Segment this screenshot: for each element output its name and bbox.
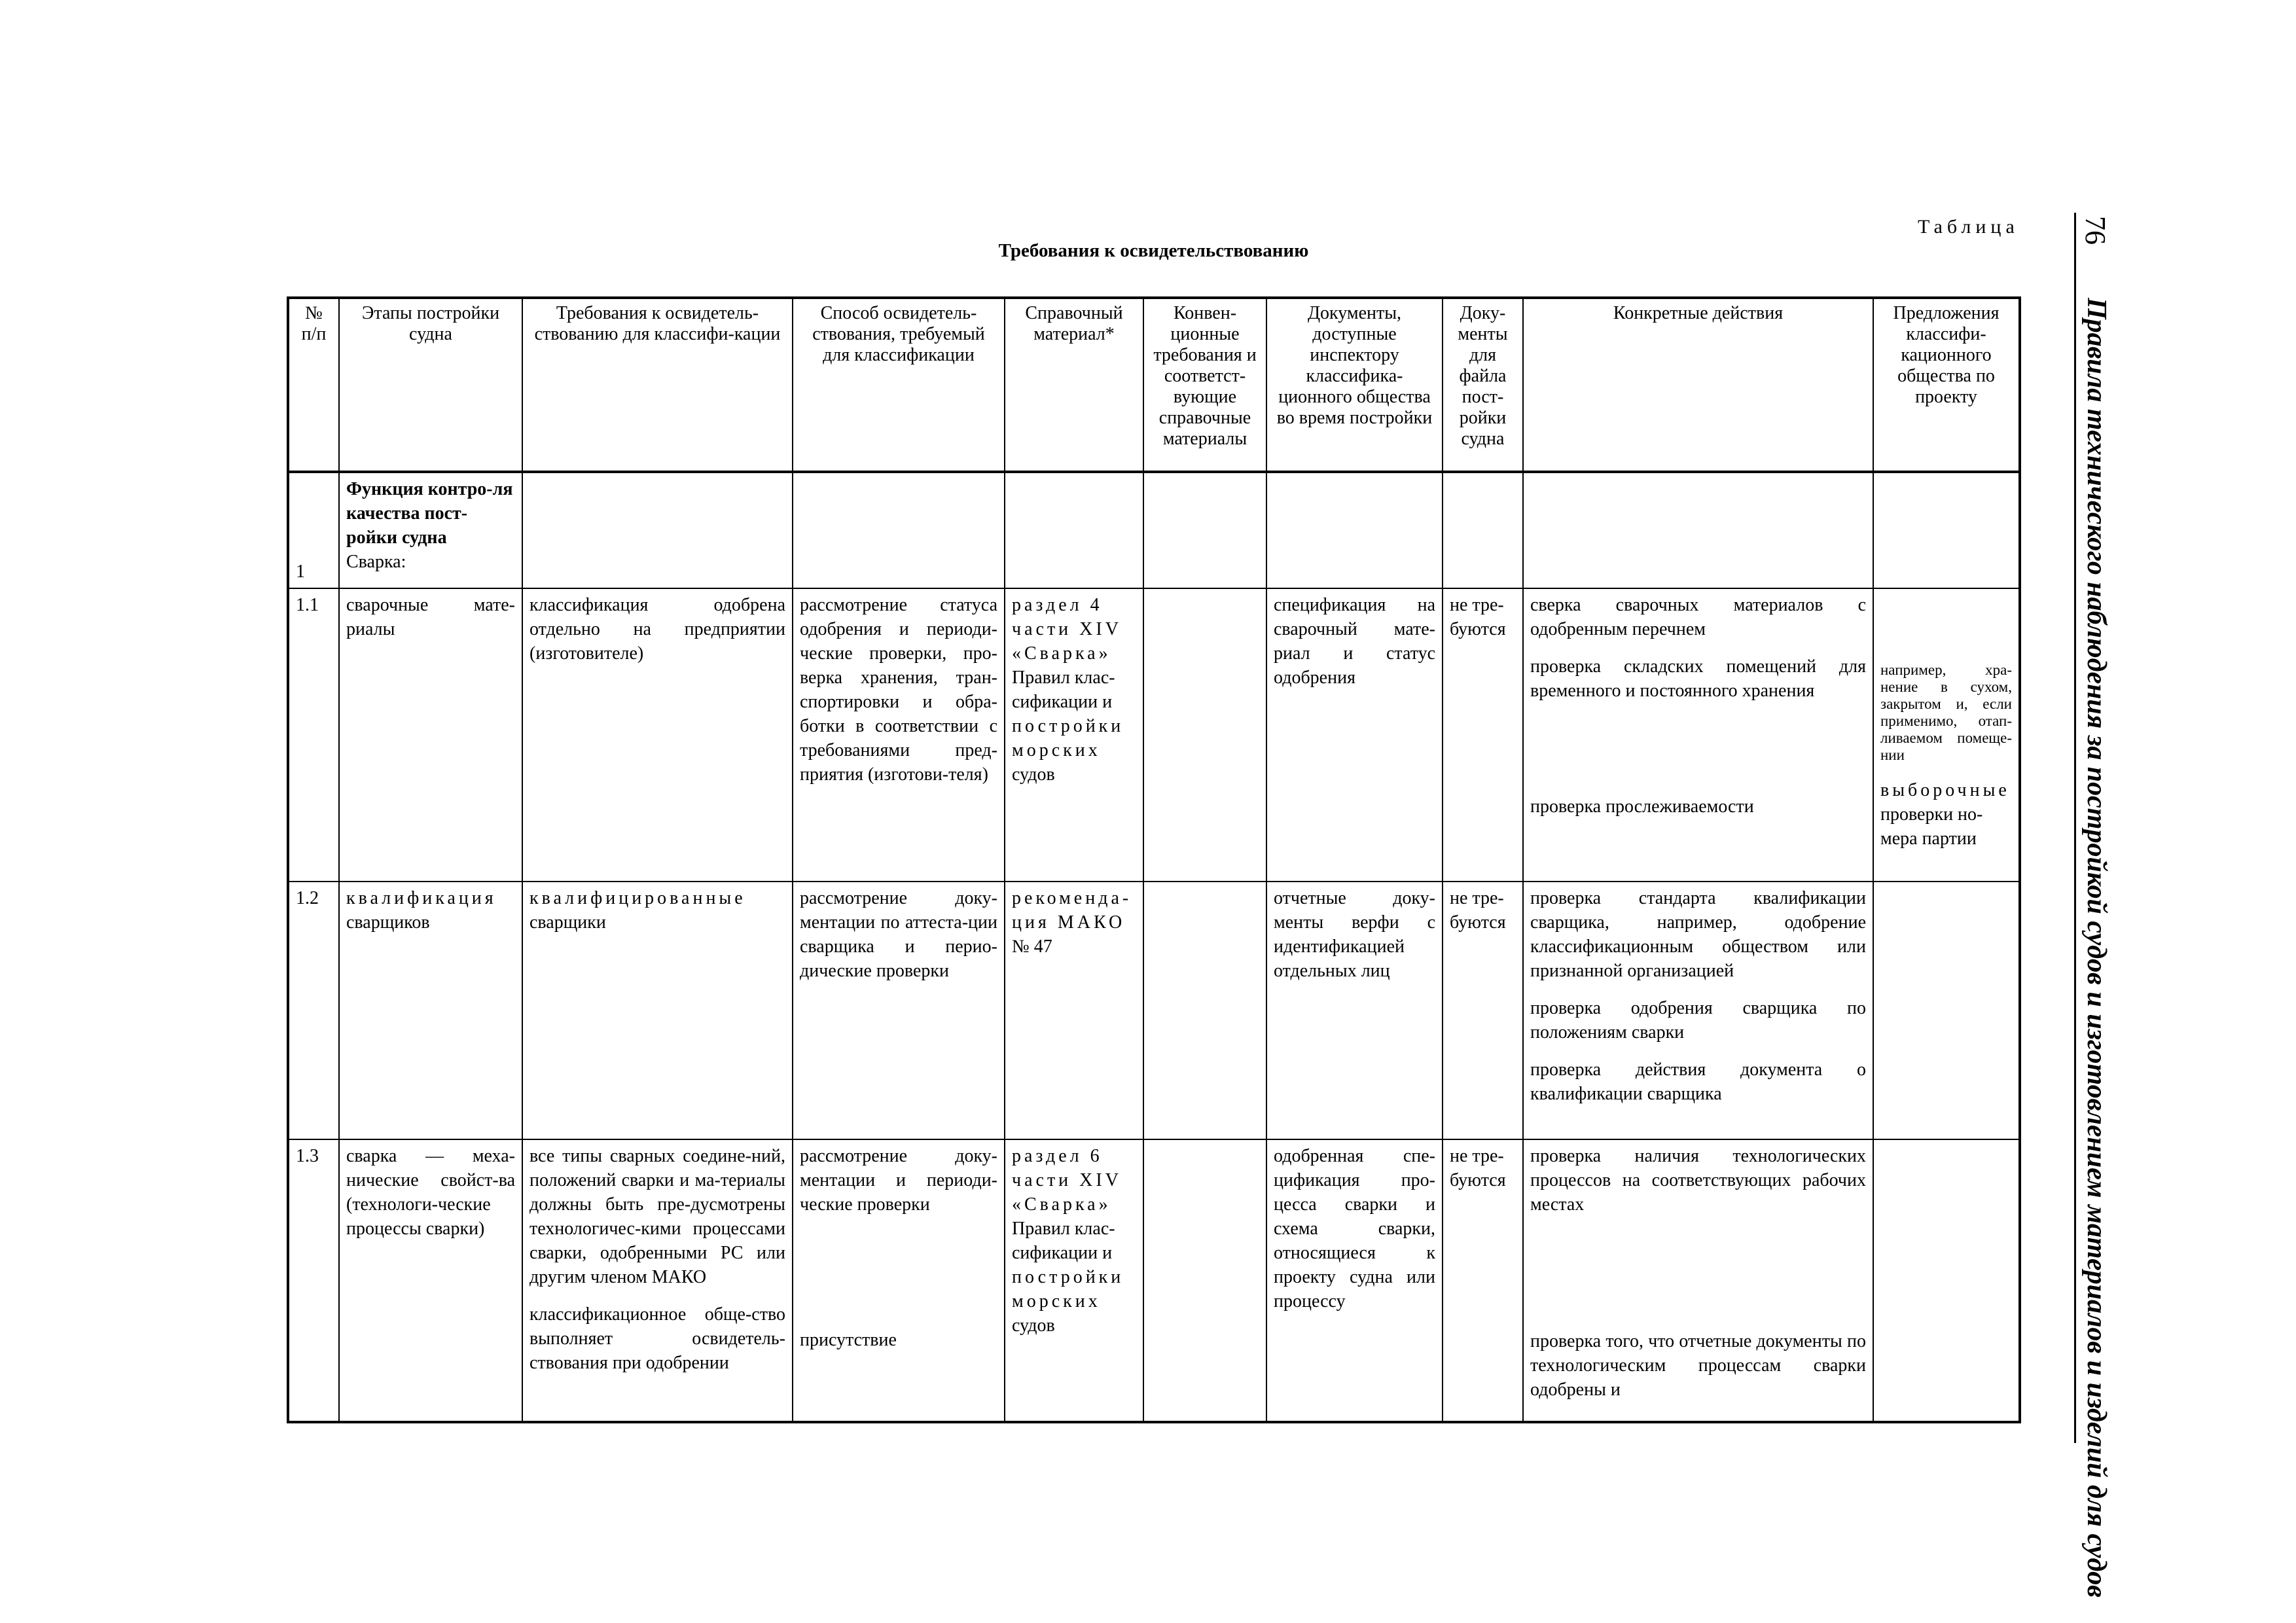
row1-req bbox=[522, 472, 793, 588]
row12-file: не тре-буются bbox=[1443, 882, 1523, 1139]
row12-ref bbox=[1005, 882, 1143, 1139]
header-actions: Конкретные действия bbox=[1523, 298, 1873, 472]
row1-stage bbox=[339, 472, 522, 588]
row12-stage-spaced: квалификация bbox=[346, 888, 497, 908]
header-proposals: Предложения классифи-кационного общества по проекту bbox=[1873, 298, 2020, 472]
row13-method-2: присутствие bbox=[800, 1330, 897, 1350]
row12-num: 1.2 bbox=[288, 882, 339, 1139]
row13-ref-spaced2: постройки морских bbox=[1012, 1267, 1124, 1311]
row13-file: не тре-буются bbox=[1443, 1139, 1523, 1422]
table-title: Требования к освидетельствованию bbox=[998, 240, 1309, 261]
row11-proposals bbox=[1873, 588, 2020, 882]
header-row bbox=[288, 298, 2020, 472]
row1-stage-plain: Сварка: bbox=[346, 552, 406, 572]
side-margin bbox=[2065, 213, 2117, 1598]
row13-action-2: проверка того, что отчетные документы по технологическим процессам сварки одобрены и bbox=[1530, 1331, 1866, 1400]
row11-conv bbox=[1143, 588, 1266, 882]
header-stage: Этапы постройки судна bbox=[339, 298, 522, 472]
row12-req-spaced: квалифицированные bbox=[529, 888, 746, 908]
row11-action-3: проверка прослеживаемости bbox=[1530, 796, 1754, 817]
table-row-1-2 bbox=[288, 882, 2020, 1139]
row13-num: 1.3 bbox=[288, 1139, 339, 1422]
header-file: Доку-менты для файла пост-ройки судна bbox=[1443, 298, 1523, 472]
row11-stage: сварочные мате-риалы bbox=[339, 588, 522, 882]
running-head: Правила технического наблюдения за постройкой судов и изготовлением материалов и изделий для судов bbox=[2081, 298, 2111, 1598]
side-rule bbox=[2074, 213, 2076, 1443]
row12-req-plain: сварщики bbox=[529, 912, 606, 933]
header-documents: Документы, доступные инспектору классифика-ционного общества во время постройки bbox=[1266, 298, 1443, 472]
row13-conv bbox=[1143, 1139, 1266, 1422]
page-number: 76 bbox=[2079, 216, 2111, 245]
row11-ref-plain1: Правил клас-сификации и bbox=[1012, 668, 1115, 712]
row11-ref-plain2: судов bbox=[1012, 764, 1055, 785]
row12-proposals bbox=[1873, 882, 2020, 1139]
header-reference: Справочный материал* bbox=[1005, 298, 1143, 472]
row12-ref-spaced: рекоменда-ция МАКО bbox=[1012, 888, 1132, 933]
table-row-1 bbox=[288, 472, 2020, 588]
row11-num: 1.1 bbox=[288, 588, 339, 882]
table-label: Таблица bbox=[1918, 216, 2019, 238]
header-method: Способ освидетель-ствования, требуемый для классификации bbox=[793, 298, 1005, 472]
row13-stage: сварка — меха-нические свойст-ва (технологи-ческие процессы сварки) bbox=[339, 1139, 522, 1422]
row12-req bbox=[522, 882, 793, 1139]
row11-ref-spaced2: постройки морских bbox=[1012, 716, 1124, 760]
header-num: № п/п bbox=[288, 298, 339, 472]
row12-method: рассмотрение доку-ментации по аттеста-ции сварщика и перио-дические проверки bbox=[793, 882, 1005, 1139]
row13-ref-plain1: Правил клас-сификации и bbox=[1012, 1219, 1115, 1263]
row1-docs bbox=[1266, 472, 1443, 588]
row1-stage-bold: Функция контро-ля качества пост-ройки судна bbox=[346, 479, 513, 548]
row11-method: рассмотрение статуса одобрения и периоди-ческие проверки, про-верка хранения, тран-спортировки и обра-ботки в соответствии с требованиями пред-приятия (изготови-теля) bbox=[793, 588, 1005, 882]
row13-ref bbox=[1005, 1139, 1143, 1422]
row13-req-2: классификационное обще-ство выполняет освидетель-ствования при одобрении bbox=[529, 1304, 785, 1373]
row11-ref bbox=[1005, 588, 1143, 882]
row12-action-2: проверка одобрения сварщика по положениям сварки bbox=[1530, 998, 1866, 1043]
row11-file: не тре-буются bbox=[1443, 588, 1523, 882]
table-row-1-1 bbox=[288, 588, 2020, 882]
row11-proposal-2: проверки но-мера партии bbox=[1880, 804, 1983, 849]
row1-proposals bbox=[1873, 472, 2020, 588]
row11-action-2: проверка складских помещений для временного и постоянного хранения bbox=[1530, 656, 1866, 701]
row11-ref-spaced: раздел 4 части XIV «Сварка» bbox=[1012, 595, 1122, 664]
row11-proposal-2-spaced: выборочные bbox=[1880, 780, 2010, 800]
row13-ref-spaced: раздел 6 части XIV «Сварка» bbox=[1012, 1146, 1122, 1215]
row12-ref-plain: № 47 bbox=[1012, 936, 1052, 957]
row12-action-1: проверка стандарта квалификации сварщика, например, одобрение классификационным обществом или признанной организацией bbox=[1530, 888, 1866, 981]
row1-num: 1 bbox=[288, 472, 339, 588]
row1-file bbox=[1443, 472, 1523, 588]
requirements-table bbox=[287, 296, 2021, 1423]
row1-conv bbox=[1143, 472, 1266, 588]
row12-stage-plain: сварщиков bbox=[346, 912, 430, 933]
row1-actions bbox=[1523, 472, 1873, 588]
row13-docs: одобренная спе-цификация про-цесса сварки и схема сварки, относящиеся к проекту судна или процессу bbox=[1266, 1139, 1443, 1422]
table-row-1-3 bbox=[288, 1139, 2020, 1422]
row12-docs: отчетные доку-менты верфи с идентификацией отдельных лиц bbox=[1266, 882, 1443, 1139]
header-requirement: Требования к освидетель-ствованию для классифи-кации bbox=[522, 298, 793, 472]
row1-method bbox=[793, 472, 1005, 588]
row11-req: классификация одобрена отдельно на предприятии (изготовителе) bbox=[522, 588, 793, 882]
row12-action-3: проверка действия документа о квалификации сварщика bbox=[1530, 1060, 1866, 1104]
row13-req bbox=[522, 1139, 793, 1422]
row13-req-1: все типы сварных соедине-ний, положений сварки и ма-териалы должны быть пре-дусмотрены технологичес-кими процессами сварки, одобренными РС или другим членом МАКО bbox=[529, 1146, 785, 1287]
row13-action-1: проверка наличия технологических процессов на соответствующих рабочих местах bbox=[1530, 1146, 1866, 1215]
row1-ref bbox=[1005, 472, 1143, 588]
row13-proposals bbox=[1873, 1139, 2020, 1422]
row12-conv bbox=[1143, 882, 1266, 1139]
row12-actions bbox=[1523, 882, 1873, 1139]
row12-stage bbox=[339, 882, 522, 1139]
row11-action-1: сверка сварочных материалов с одобренным перечнем bbox=[1530, 595, 1866, 639]
row11-docs: спецификация на сварочный мате-риал и статус одобрения bbox=[1266, 588, 1443, 882]
row13-method bbox=[793, 1139, 1005, 1422]
header-conventions: Конвен-ционные требования и соответст-вующие справочные материалы bbox=[1143, 298, 1266, 472]
row11-proposal-1: например, хра-нение в сухом, закрытом и, если применимо, отап-ливаемом помеще-нии bbox=[1880, 662, 2012, 763]
row11-actions bbox=[1523, 588, 1873, 882]
row13-actions bbox=[1523, 1139, 1873, 1422]
row13-ref-plain2: судов bbox=[1012, 1315, 1055, 1336]
row13-method-1: рассмотрение доку-ментации и периоди-ческие проверки bbox=[800, 1146, 997, 1215]
